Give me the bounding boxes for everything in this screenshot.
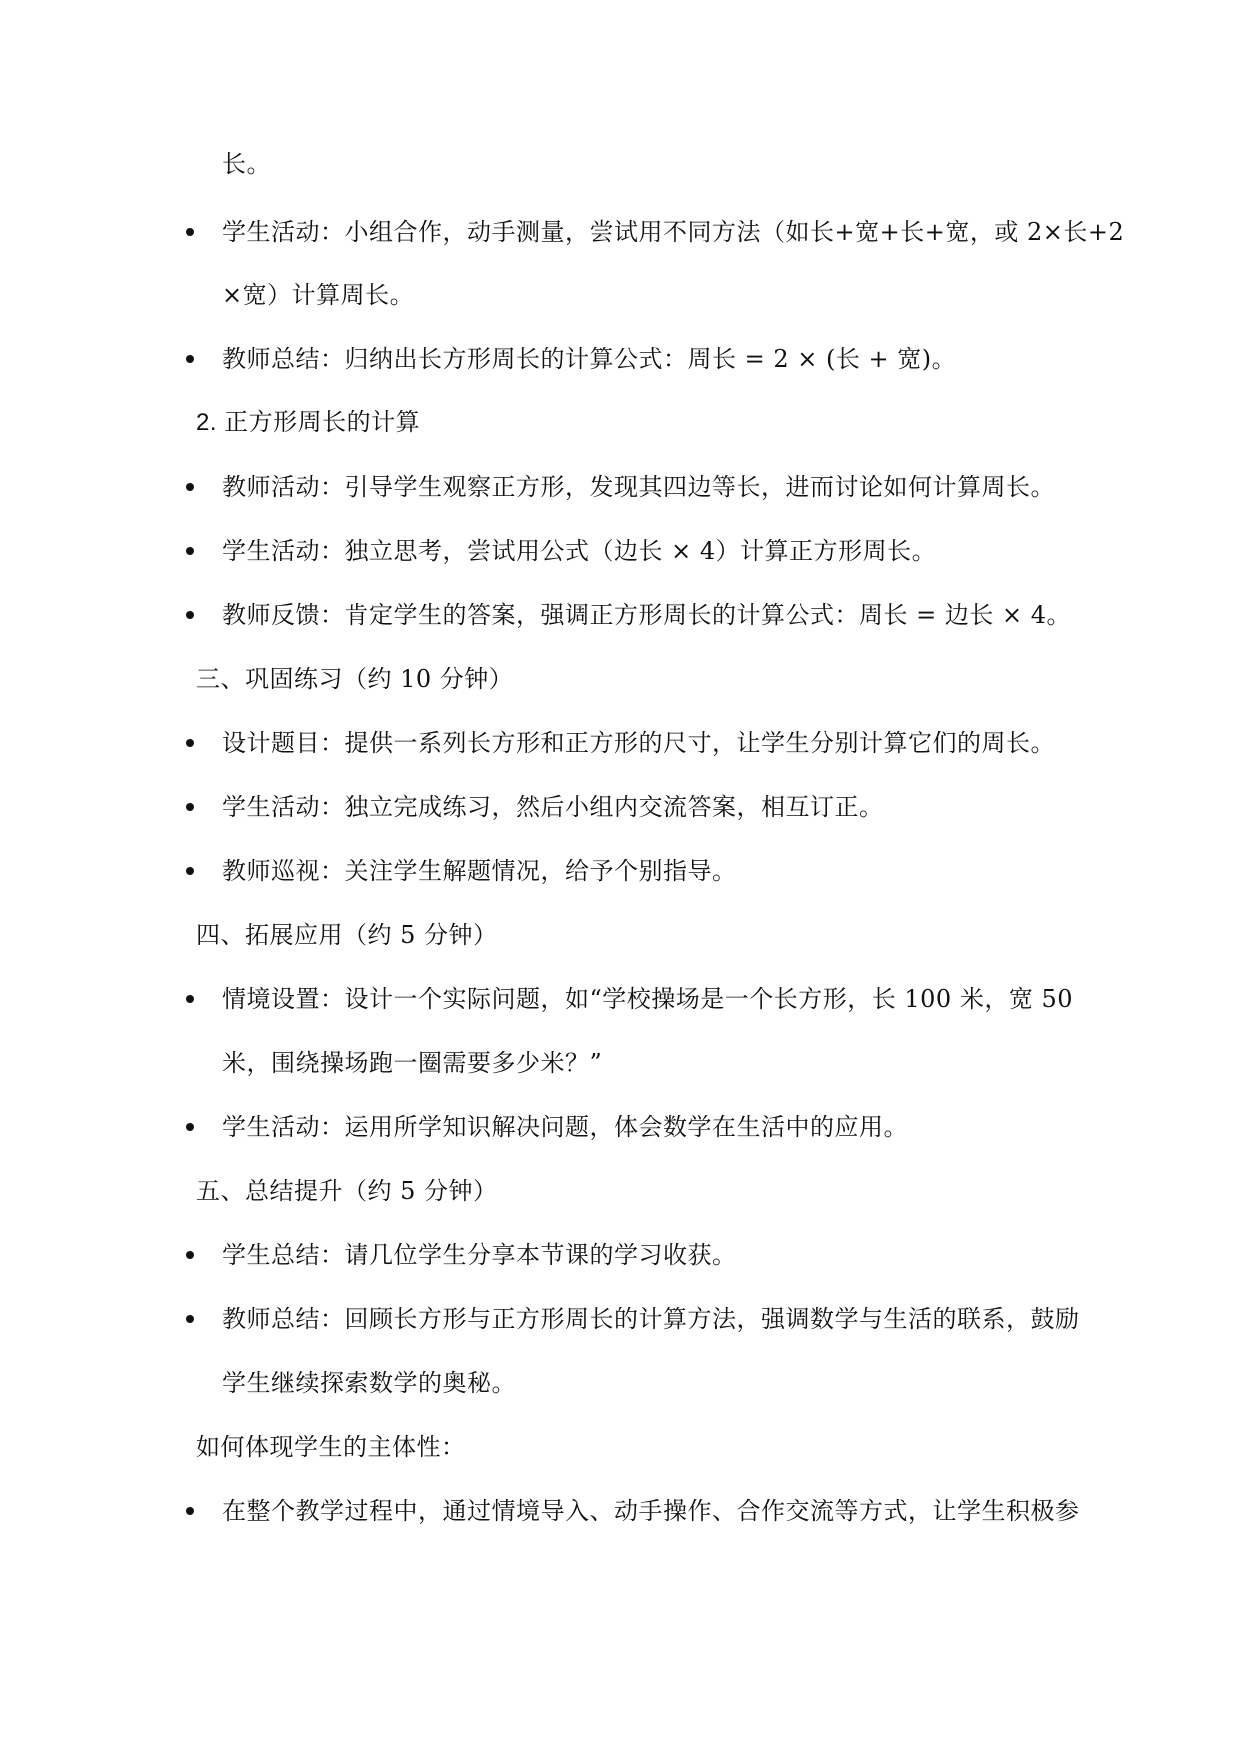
bullet-icon (186, 1251, 194, 1259)
text-line: 教师巡视：关注学生解题情况，给予个别指导。 (222, 857, 737, 885)
text-line: 学生继续探索数学的奥秘。 (222, 1369, 516, 1397)
bullet-icon (186, 611, 194, 619)
section-heading: 三、巩固练习（约 10 分钟） (196, 665, 514, 693)
text-line: 学生活动：运用所学知识解决问题，体会数学在生活中的应用。 (222, 1113, 908, 1141)
text-line: 情境设置：设计一个实际问题，如“学校操场是一个长方形，长 100 米，宽 50 (222, 985, 1074, 1013)
text-line: 教师反馈：肯定学生的答案，强调正方形周长的计算公式：周长 = 边长 × 4。 (222, 601, 1072, 629)
section-heading: 如何体现学生的主体性： (196, 1433, 466, 1461)
bullet-icon (186, 547, 194, 555)
text-line: 教师总结：回顾长方形与正方形周长的计算方法，强调数学与生活的联系，鼓励 (222, 1305, 1080, 1333)
bullet-icon (186, 1315, 194, 1323)
bullet-icon (186, 483, 194, 491)
text-line: 教师总结：归纳出长方形周长的计算公式：周长 = 2 × (长 + 宽)。 (222, 345, 957, 373)
bullet-icon (186, 1123, 194, 1131)
text-line: 学生活动：独立完成练习，然后小组内交流答案，相互订正。 (222, 793, 884, 821)
bullet-icon (186, 739, 194, 747)
text-line: 学生活动：小组合作，动手测量，尝试用不同方法（如长+宽+长+宽，或 2×长+2 (222, 218, 1125, 246)
bullet-icon (186, 803, 194, 811)
text-line: 米，围绕操场跑一圈需要多少米？” (222, 1049, 603, 1077)
bullet-icon (186, 228, 194, 236)
bullet-icon (186, 355, 194, 363)
text-line: 教师活动：引导学生观察正方形，发现其四边等长，进而讨论如何计算周长。 (222, 473, 1055, 501)
section-heading: 四、拓展应用（约 5 分钟） (196, 921, 498, 949)
text-line: 学生总结：请几位学生分享本节课的学习收获。 (222, 1241, 737, 1269)
text-line: 学生活动：独立思考，尝试用公式（边长 × 4）计算正方形周长。 (222, 537, 937, 565)
bullet-icon (186, 867, 194, 875)
bullet-icon (186, 995, 194, 1003)
text-line: 设计题目：提供一系列长方形和正方形的尺寸，让学生分别计算它们的周长。 (222, 729, 1055, 757)
text-line: 长。 (222, 150, 271, 178)
section-subheading: 2. 正方形周长的计算 (196, 409, 421, 436)
text-line: 在整个教学过程中，通过情境导入、动手操作、合作交流等方式，让学生积极参 (222, 1497, 1080, 1525)
bullet-icon (186, 1507, 194, 1515)
section-heading: 五、总结提升（约 5 分钟） (196, 1177, 498, 1205)
text-line: ×宽）计算周长。 (222, 281, 415, 309)
